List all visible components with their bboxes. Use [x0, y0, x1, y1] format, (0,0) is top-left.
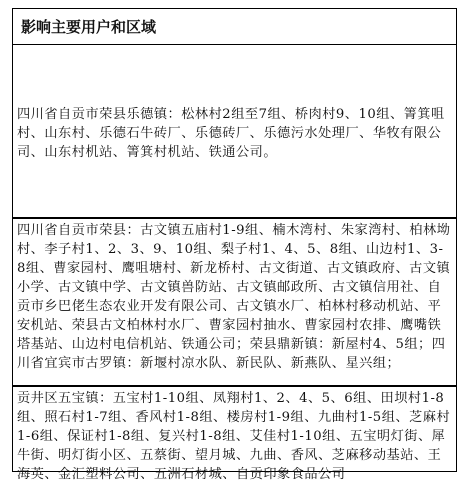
area-text-3: 贡井区五宝镇：五宝村1-10组、凤翔村1、2、4、5、6组、田坝村1-8组、照石村1-7组、香风村1-8组、楼房村1-9组、九曲村1-5组、芝麻村1-6组、保证村1-8组、复兴村1-8组、艾佳村1-10组、五宝明灯街、犀牛街、明灯街小区、五蔡街、望月城、九曲、香风、芝麻移动基站、王海英、金汇塑料公司、五洲石材城、自贡印象食品公司 — [17, 391, 451, 482]
page-title: 影响主要用户和区域 — [12, 8, 457, 44]
area-text-2: 四川省自贡市荣县：古文镇五庙村1-9组、楠木湾村、朱家湾村、柏林坳村、李子村1、2、3、9、10组、梨子村1、4、5、8组、山边村1、3-8组、曹家园村、鹰咀塘村、新龙桥村、古文街道、古文镇政府、古文镇小学、古文镇中学、古文镇兽防站、古文镇邮政所、古文镇信用社、自贡市乡巴佬生态农业开发有限公司、古文镇水厂、柏林村移动机站、平安机站、荣县古文柏林村水厂、曹家园村抽水、曹家园村农排、鹰嘴铁塔基站、山边村电信机站、铁通公司；荣县鼎新镇：新屋村4、5组；四川省宜宾市古罗镇：新堰村凉水队、新民队、新燕队、星兴组； — [17, 223, 451, 371]
area-cell-gongjing-wubao — [13, 385, 456, 482]
areas-table — [12, 44, 457, 482]
document-frame — [12, 8, 457, 482]
area-cell-rongxian-guwen — [13, 217, 456, 385]
area-cell-rongxian-lede — [13, 45, 456, 220]
area-text-1: 四川省自贡市荣县乐德镇：松林村2组至7组、桥肉村9、10组、箐箕咀村、山东村、乐德石牛砖厂、乐德砖厂、乐德污水处理厂、华牧有限公司、山东村机站、箐箕村机站、铁通公司。 — [17, 107, 445, 160]
